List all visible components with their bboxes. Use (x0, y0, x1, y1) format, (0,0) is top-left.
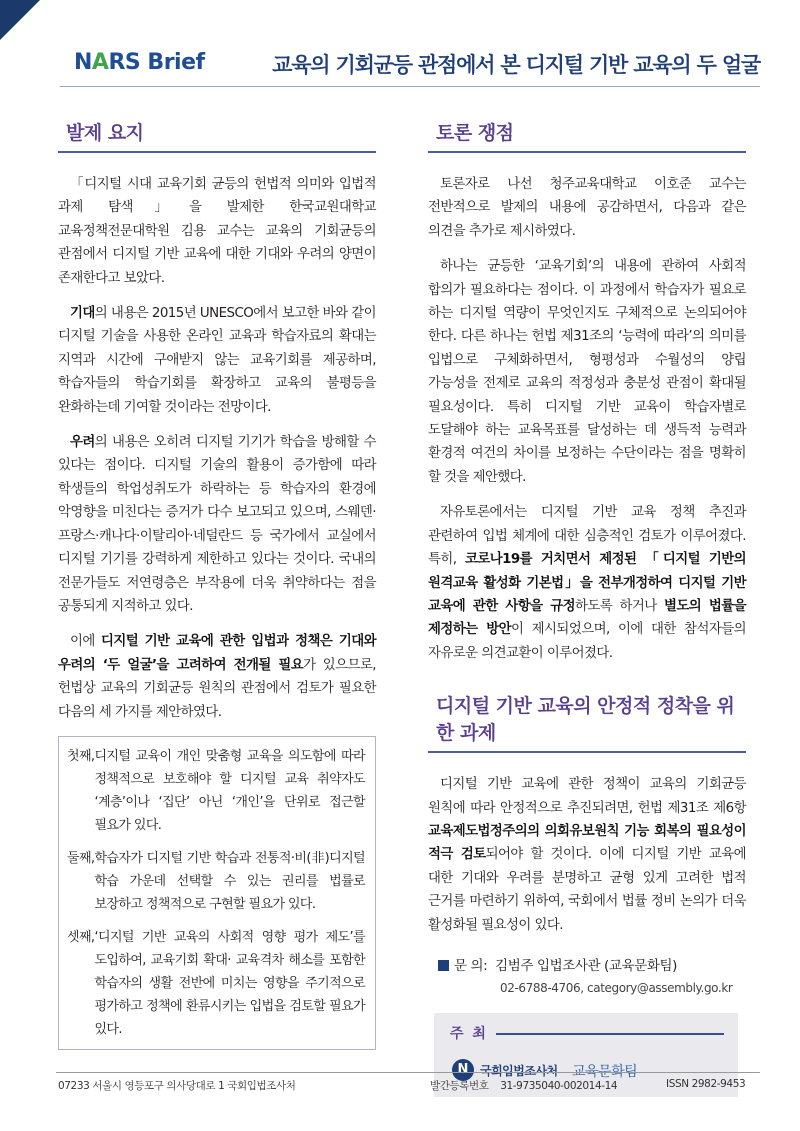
logo-a: A (91, 50, 109, 75)
footer-address: 07233 서울시 영등포구 의사당대로 1 국회입법조사처 (58, 1080, 296, 1092)
text: 되어야 할 것이다. 이에 디지털 기반 교육에 대한 기대와 우려를 분명하고 균형 있게 고려한 법적 근거를 마련하기 위하여, 국회에서 법률 정비 논의가 더욱 활성화될 필요성이 있다. (428, 847, 747, 933)
paragraph (58, 302, 376, 419)
inquiry-contact: 02-6788-4706, category@assembly.go.kr (500, 980, 733, 995)
footer-registration (430, 1078, 617, 1093)
right-column (428, 118, 746, 1097)
paragraph (58, 431, 376, 618)
paragraph: 「디지털 시대 교육기회 균등의 헌법적 의미와 입법적 과제 탐색」을 발제한 한국교원대학교 교육정책전문대학원 김용 교수는 교육의 기회균등의 관점에서 디지털 기반 교육에 대한 기대와 우려의 양면이 존재한다고 보았다. (58, 177, 376, 286)
paragraph: 하나는 균등한 ‘교육기회’의 내용에 관하여 사회적 합의가 필요하다는 점이다. 이 과정에서 학습자가 필요로 하는 디지털 역량이 무엇인지도 구체적으로 논의되어야 한다. 다른 하나는 헌법 제31조의 ‘능력에 따라’의 의미를 입법으로 구체화하면서, 형평성과 수월성의 양립 가능성을 전제로 교육의 적정성과 충분성 관점이 확대될 필요성이다. 특히 디지털 기반 교육이 학습자별로 도달해야 하는 교육목표를 달성하는 데 생득적 능력과 환경적 여건의 차이를 보정하는 수단이라는 점을 명확히 할 것을 제안했다. (428, 259, 746, 485)
emphasis: 우려 (70, 435, 95, 451)
emphasis: 별도의 법률을 제정하는 방안 (428, 598, 746, 638)
paragraph (428, 773, 746, 937)
list-item-text: 학습자가 디지털 기반 학습과 전통적·비(非)디지털 학습 가운데 선택할 수 있는 권리를 법률로 보장하고 정책적으로 구현할 필요가 있다. (94, 850, 365, 912)
nars-brief-logo (74, 50, 205, 75)
inquiry (438, 955, 746, 999)
section-heading-discussion: 토론 쟁점 (428, 118, 746, 153)
text: 디지털 기반 교육에 관한 정책이 교육의 기회균등 원칙에 따라 안정적으로 추진되려면, 헌법 제31조 제6항 (428, 777, 746, 816)
text: 의 내용은 2015년 UNESCO에서 보고한 바와 같이 디지털 기술을 사용한 온라인 교육과 학습자료의 확대는 지역과 시간에 구애받지 않는 교육기회를 제공하며, 학습자들의 학습기회를 확장하고 교육의 불평등을 완화하는데 기여할 것이라는 전망이다. (58, 306, 376, 415)
section-heading-presentation: 발제 요지 (58, 118, 376, 153)
host-label: 주 최 (450, 1025, 488, 1042)
page-title: 교육의 기회균등 관점에서 본 디지털 기반 교육의 두 얼굴 (272, 53, 760, 77)
logo-brief: Brief (147, 50, 205, 75)
emphasis: 기대 (70, 306, 95, 322)
registration-label: 발간등록번호 (430, 1080, 489, 1092)
header-divider (60, 86, 760, 87)
proposal-box (58, 736, 376, 1050)
list-item (67, 745, 365, 837)
inquiry-label: 문 의: (454, 957, 488, 974)
left-column (58, 118, 376, 1050)
list-item (67, 847, 365, 916)
footer-issn: ISSN 2982-9453 (666, 1078, 746, 1090)
paragraph (58, 630, 376, 724)
paragraph (428, 501, 746, 665)
list-item-label: 셋째, (67, 929, 95, 945)
logo-rs: RS (108, 50, 141, 75)
host-team: 교육문화팀 (572, 1063, 638, 1080)
host-organization: 국회입법조사처 (480, 1063, 558, 1078)
footer-divider (56, 1072, 760, 1073)
emphasis: 코로나19를 거치면서 제정된 「디지털 기반의 원격교육 활성화 기본법」을 전부개정하여 디지털 기반 교육에 관한 사항을 규정 (428, 552, 747, 614)
text: 하도록 하거나 (575, 598, 664, 614)
emphasis: 교육제도법정주의의 의회유보원칙 기능 회복의 필요성이 적극 검토 (428, 823, 746, 863)
emphasis: 디지털 기반 교육에 관한 입법과 정책은 기대와 우려의 ‘두 얼굴’을 고려하여 전개될 필요 (58, 634, 376, 673)
text: 가 있으므로, 헌법상 교육의 기회균등 원칙의 관점에서 검토가 필요한 다음의 세 가지를 제안하였다. (58, 657, 376, 720)
list-item-text: 디지털 교육이 개인 맞춤형 교육을 의도함에 따라 정책적으로 보호해야 할 디지털 교육 취약자도 ‘계층’이나 ‘집단’ 아닌 ‘개인’을 단위로 접근할 필요가 있다. (94, 748, 365, 833)
corner-triangle (0, 0, 40, 40)
list-item-label: 둘째, (67, 850, 95, 866)
inquiry-name: 김범주 입법조사관 (교육문화팀) (495, 957, 677, 974)
paragraph: 토론자로 나선 청주교육대학교 이호준 교수는 전반적으로 발제의 내용에 공감하면서, 다음과 같은 의견을 추가로 제시하였다. (428, 177, 746, 239)
square-bullet-icon (438, 960, 449, 971)
logo-n: N (74, 50, 92, 75)
section-heading-tasks: 디지털 기반 교육의 안정적 정착을 위한 과제 (428, 691, 746, 753)
text: 이에 (70, 634, 101, 650)
text: 이 제시되었으며, 이에 대한 참석자들의 자유로운 의견교환이 이루어졌다. (428, 622, 746, 661)
list-item-label: 첫째, (67, 748, 95, 764)
list-item-text: ‘디지털 기반 교육의 사회적 영향 평가 제도’를 도입하여, 교육기회 확대· 교육격차 해소를 포함한 학습자의 생활 전반에 미치는 영향을 주기적으로 평가하고 정책에 환류시키는 입법을 검토할 필요가 있다. (94, 929, 365, 1037)
nars-emblem-icon: N (452, 1059, 474, 1081)
text: 의 내용은 오히려 디지털 기기가 학습을 방해할 수 있다는 점이다. 디지털 기술의 활용이 증가함에 따라 학생들의 학업성취도가 하락하는 등 학습자의 환경에 악영향을 미친다는 증거가 다수 보고되고 있으며, 스웨덴·프랑스·캐나다·이탈리아·네덜란드 등 국가에서 교실에서 디지털 기기를 강력하게 제한하고 있다는 것이다. 국내의 전문가들도 저연령층은 부작용에 더욱 취약하다는 점을 공통되게 지적하고 있다. (58, 435, 376, 614)
host-divider (496, 1033, 724, 1035)
registration-number: 31-9735040-002014-14 (500, 1080, 618, 1092)
text: 자유토론에서는 디지털 기반 교육 정책 추진과 관련하여 입법 체계에 대한 심층적인 검토가 이루어졌다. 특히, (428, 505, 746, 568)
header (74, 46, 760, 80)
list-item (67, 926, 365, 1041)
